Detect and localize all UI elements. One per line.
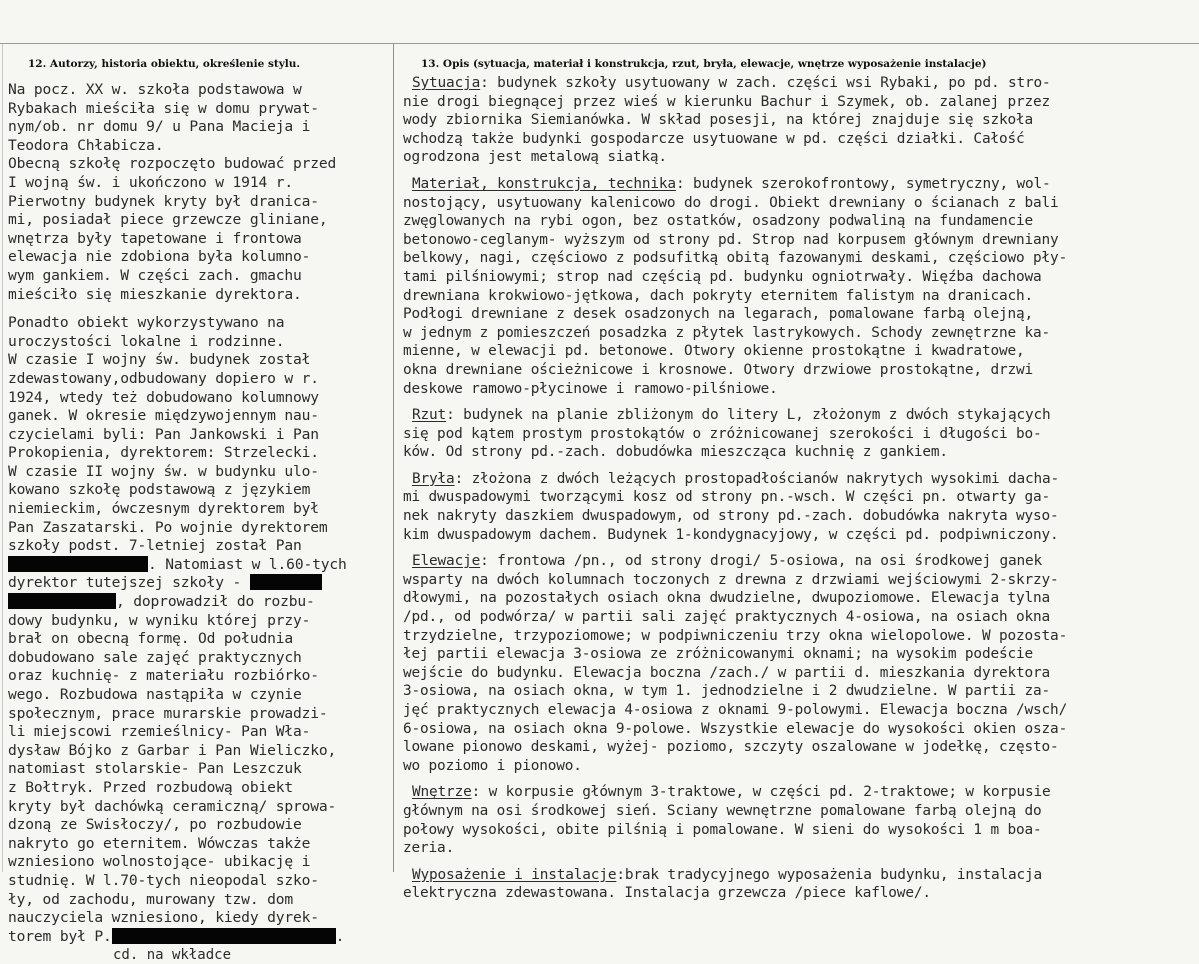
text-line: Prokopienia, dyrektorem: Strzelecki.: [8, 444, 319, 462]
section-heading: Bryła: [412, 470, 455, 487]
paragraph-gap: [403, 544, 1193, 552]
text-line: W czasie II wojny św. w budynku ulo-: [8, 462, 319, 480]
text-line: [403, 130, 1193, 149]
text-line: dysław Bójko z Garbar i Pan Wieliczko,: [8, 741, 337, 759]
text-line: [403, 425, 1193, 444]
text-line: [403, 664, 1193, 683]
text-line: [403, 305, 1193, 324]
line-text: deskowe ramowo-płycinowe i ramowo-pilśniowe.: [403, 380, 778, 397]
line-text: : budynek na planie zbliżonym do litery L, złożonym z dwóch stykających: [446, 407, 1051, 424]
line-text: 6-osiowa, na osiach okna 9-polowe. Wszystkie elewacje do wysokości okien osza-: [403, 720, 1068, 737]
text-line: wym gankiem. W części zach. gmachu: [8, 266, 302, 284]
text-line: mieściło się mieszkanie dyrektora.: [8, 285, 302, 303]
line-text: mienne, w elewacji pd. betonowe. Otwory okienne prostokątne i kwadratowe,: [403, 343, 1025, 360]
text-line: społecznym, prace murarskie prowadzi-: [8, 704, 328, 722]
text-line: elewacja nie zdobiona była kolumno-: [8, 248, 311, 266]
text-line: [403, 194, 1193, 213]
redaction-bar: [8, 556, 148, 572]
line-text: połowy wysokości, obite pilśnią i pomalowane. W sieni do wysokości 1 m boa-: [403, 821, 1042, 838]
description-section: [403, 866, 1193, 903]
line-text: /pd., od podwórza/ w partii sali zajęć praktycznych 4-osiowa, na osiach okna: [403, 609, 1051, 626]
line-text: dłowymi, na pozostałych osiach okna dwudzielne, dwupoziomowe. Elewacja tylna: [403, 590, 1051, 607]
text-line: [8, 928, 392, 947]
line-text: zeria.: [403, 840, 455, 857]
line-text: łej partii elewacja 3-osiowa ze zróżnicowanymi oknami; na wysokim podeście: [403, 646, 1034, 663]
line-text: wody zbiornika Siemianówka. W skład posesji, na której znajduje się szkoła: [403, 112, 1034, 129]
text-line: [403, 627, 1193, 646]
text-line: W czasie I wojny św. budynek został: [8, 351, 311, 369]
text-line: uroczystości lokalne i rodzinne.: [8, 332, 285, 350]
text-line: czycielami byli: Pan Jankowski i Pan: [8, 425, 319, 443]
line-text: okna drewniane ościeżnicowe i krosnowe. Otwory drzwiowe prostokątne, drzwi: [403, 361, 1034, 378]
text-line: studnię. W l.70-tych nieopodal szko-: [8, 871, 319, 889]
text-line: nym/ob. nr domu 9/ u Pana Macieja i: [8, 118, 311, 136]
text-line: [403, 802, 1193, 821]
line-text: Podłogi drewniane z desek osadzonych na legarach, pomalowane farbą olejną,: [403, 306, 1034, 323]
line-text: elektryczna zdewastowana. Instalacja grzewcza /piece kaflowe/.: [403, 885, 931, 902]
history-paragraph: [8, 314, 392, 556]
redaction-bar: [250, 574, 322, 590]
continued-note: cd. na wkładce: [113, 947, 232, 964]
line-text: mi dwuspadowymi tworzącymi kosz od strony pn.-wsch. W części pn. otwarty ga-: [403, 489, 1051, 506]
paragraph-gap: [403, 398, 1193, 406]
text-line: wnętrza były tapetowane i frontowa: [8, 229, 302, 247]
text-line: [403, 526, 1193, 545]
line-text: ków. Od strony pd.-zach. dobudówka mieszcząca kuchnię z gankiem.: [403, 444, 948, 461]
text-line: [403, 720, 1193, 739]
text-line: 1924, wtedy też dobudowano kolumnowy: [8, 388, 319, 406]
line-text: wejście do budynku. Elewacja boczna /zach./ w partii d. mieszkania dyrektora: [403, 664, 1051, 681]
text-line: [403, 406, 1193, 425]
text-line: [403, 757, 1193, 776]
section-13-heading: 13. Opis (sytuacja, materiał i konstrukcja, rzut, bryła, elewacje, wnętrze wyposażenie instalacje): [421, 58, 987, 70]
text-line: [403, 738, 1193, 757]
line-text: nostojący, usytuowany kalenicowo do drogi. Obiekt drewniany o ścianach z bali: [403, 194, 1059, 211]
text-line: [403, 701, 1193, 720]
text-line: I wojną św. i ukończono w 1914 r.: [8, 173, 293, 191]
section-heading: Wnętrze: [412, 784, 472, 801]
line-text: nie drogi biegnącej przez wieś w kierunku Bachur i Szymek, ob. zalanej przez: [403, 93, 1051, 110]
line-text: torem był P.: [8, 927, 112, 945]
line-text: tami pilśniowymi; strop nad częścią pd. budynku ogniotrwały. Więźba dachowa: [403, 268, 1042, 285]
line-text: jęć praktycznych elewacja 4-osiowa z oknami 9-polowymi. Elewacja boczna /wsch/: [403, 702, 1068, 718]
column-divider: [393, 44, 394, 872]
text-line: kryty był dachówką ceramiczną/ sprowa-: [8, 797, 337, 815]
text-line: nakryto go eternitem. Wówczas także: [8, 834, 311, 852]
text-line: [403, 231, 1193, 250]
line-text: 3-osiowa, na osiach okna, w tym 1. jednodzielne i 2 dwudzielne. W partii za-: [403, 683, 1051, 700]
text-line: Obecną szkołę rozpoczęto budować przed: [8, 155, 337, 173]
line-text: : budynek szkoły usytuowany w zach. części wsi Rybaki, po pd. stro-: [480, 75, 1051, 91]
text-line: dowy budynku, w wyniku której przy-: [8, 611, 311, 629]
text-line: kowano szkołę podstawową z językiem: [8, 481, 311, 499]
paragraph-gap: [403, 775, 1193, 783]
line-text: : złożona z dwóch leżących prostopadłościanów nakrytych wysokimi dacha-: [454, 470, 1060, 487]
line-text: trzydzielne, trzypoziomowe; w podpiwniczeniu trzy okna wielopolowe. W pozosta-: [403, 627, 1068, 644]
text-line: wzniesiono wolnostojące- ubikację i: [8, 853, 311, 871]
text-line: ganek. W okresie międzywojennym nau-: [8, 407, 319, 425]
text-line: mi, posiadał piece grzewcze gliniane,: [8, 211, 328, 229]
line-text: kim dwuspadowym dachem. Budynek 1-kondygnacyjowy, w części pd. podpiwniczony.: [403, 526, 1059, 543]
text-line: [8, 574, 392, 593]
text-line: Teodora Chłabicza.: [8, 136, 164, 154]
description-section: [403, 470, 1193, 544]
text-line: oraz kuchnię- z materiału rozbiórko-: [8, 667, 319, 685]
text-line: Na pocz. XX w. szkoła podstawowa w: [8, 81, 302, 98]
text-line: [8, 593, 392, 612]
text-line: [403, 839, 1193, 858]
line-text: drewniana krokwiowo-jętkowa, dach pokryty eternitem falistym na dranicach.: [403, 287, 1034, 304]
line-text: ogrodzona jest metalową siatką.: [403, 149, 667, 166]
text-line: [403, 488, 1193, 507]
redaction-bar: [8, 593, 116, 609]
description-section: [403, 783, 1193, 857]
text-line: ły, od zachodu, murowany tzw. dom: [8, 890, 293, 908]
line-text: wchodzą także budynki gospodarcze usytuowane w pd. części działki. Całość: [403, 130, 1025, 147]
text-line: [403, 249, 1193, 268]
line-text: lowane pionowo deskami, wyżej- poziomo, szczyty oszalowane w jodełkę, często-: [403, 739, 1059, 756]
description-section: [403, 175, 1193, 398]
text-line: [403, 608, 1193, 627]
line-text: nek nakryty daszkiem dwuspadowym, od strony pd.-zach. dobudówka nakryta wyso-: [403, 508, 1059, 525]
text-line: dobudowano sale zajęć praktycznych: [8, 648, 302, 666]
text-line: Pierwotny budynek kryty był dranica-: [8, 192, 319, 210]
line-text: . Natomiast w l.60-tych: [148, 555, 347, 573]
line-text: w jednym z pomieszczeń posadzka z płytek lastrykowych. Schody zewnętrzne ka-: [403, 324, 1051, 341]
text-line: li miejscowi rzemieślnicy- Pan Wła-: [8, 723, 311, 741]
line-text: wo poziomo i pionowo.: [403, 757, 582, 774]
line-text: :brak tradycyjnego wyposażenia budynku, instalacja: [616, 866, 1043, 883]
text-line: [403, 571, 1193, 590]
section-heading: Sytuacja: [412, 75, 481, 91]
section-heading: Rzut: [412, 407, 447, 424]
redaction-bar: [112, 928, 336, 944]
text-line: [403, 443, 1193, 462]
text-line: [403, 268, 1193, 287]
text-line: [403, 645, 1193, 664]
text-line: brał on obecną formę. Od południa: [8, 630, 293, 648]
text-line: szkoły podst. 7-letniej został Pan: [8, 537, 302, 555]
text-line: [403, 93, 1193, 112]
description-section: [403, 406, 1193, 462]
text-line: zdewastowany,odbudowany dopiero w r.: [8, 369, 319, 387]
line-text: : frontowa /pn., od strony drogi/ 5-osiowa, na osi środkowej ganek: [480, 553, 1043, 570]
text-line: [403, 507, 1193, 526]
form-left-border: [2, 44, 3, 872]
paragraph-gap: [403, 858, 1193, 866]
text-line: [403, 884, 1193, 903]
paragraph-gap: [8, 304, 392, 314]
description-section: [403, 74, 1193, 167]
section-12-heading: 12. Autorzy, historia obiektu, określenie stylu.: [28, 58, 301, 70]
text-line: [403, 821, 1193, 840]
text-line: [403, 552, 1193, 571]
text-line: [403, 783, 1193, 802]
text-line: [403, 175, 1193, 194]
text-line: [403, 74, 1193, 93]
text-line: [403, 866, 1193, 885]
text-line: [8, 556, 392, 575]
text-line: [403, 470, 1193, 489]
text-line: [403, 342, 1193, 361]
line-text: , doprowadził do rozbu-: [116, 593, 315, 611]
paragraph-gap: [403, 462, 1193, 470]
text-line: natomiast stolarskie- Pan Leszczuk: [8, 760, 302, 778]
line-text: głównym na osi środkowej sień. Sciany wewnętrzne pomalowane farbą olejną do: [403, 802, 1042, 819]
text-line: [403, 324, 1193, 343]
text-line: [403, 589, 1193, 608]
line-text: : w korpusie głównym 3-traktowe, w części pd. 2-traktowe; w korpusie: [471, 784, 1051, 801]
text-line: [403, 682, 1193, 701]
text-line: dzoną ze Swisłoczy/, po rozbudowie: [8, 816, 302, 834]
section-heading: Wyposażenie i instalacje: [412, 866, 617, 883]
line-text: się pod kątem prostym prostokątów o zróżnicowanej szerokości i długości bo-: [403, 425, 1042, 442]
text-line: [403, 287, 1193, 306]
description-section: [403, 552, 1193, 775]
line-text: dyrektor tutejszej szkoły -: [8, 574, 250, 592]
text-line: Ponadto obiekt wykorzystywano na: [8, 314, 285, 332]
line-text: betonowo-ceglanym- wyższym od strony pd. Strop nad korpusem głównym drewniany: [403, 231, 1059, 248]
text-line: [403, 212, 1193, 231]
text-line: [403, 111, 1193, 130]
line-text: zwęglowanych na rybi ogon, bez ostatków, osadzony podwaliną na fundamencie: [403, 213, 1034, 230]
text-line: niemieckim, ówczesnym dyrektorem był: [8, 500, 319, 518]
paragraph-gap: [403, 167, 1193, 175]
section-heading: Elewacje: [412, 553, 481, 570]
line-text: .: [335, 927, 345, 945]
line-text: : budynek szerokofrontowy, symetryczny, wol-: [675, 175, 1051, 192]
text-line: [403, 361, 1193, 380]
section-heading: Materiał, konstrukcja, technika: [412, 175, 676, 192]
text-line: [403, 148, 1193, 167]
text-line: Pan Zaszatarski. Po wojnie dyrektorem: [8, 518, 328, 536]
line-text: belkowy, nagi, częściowo z podsufitką obitą fazowanymi deskami, częściowo pły-: [403, 250, 1068, 267]
line-text: wsparty na dwóch kolumnach toczonych z drewna z drzwiami wejściowymi 2-skrzy-: [403, 571, 1059, 588]
description-column: [403, 74, 1193, 903]
text-line: wego. Rozbudowa nastąpiła w czynie: [8, 686, 302, 703]
text-line: Rybakach mieściła się w domu prywat-: [8, 99, 319, 117]
text-line: [403, 380, 1193, 399]
history-paragraph: [8, 81, 392, 304]
text-line: z Bołtryk. Przed rozbudową obiekt: [8, 778, 293, 796]
text-line: nauczyciela wzniesiono, kiedy dyrek-: [8, 909, 319, 927]
form-top-band: [0, 0, 1199, 44]
history-column: [8, 81, 392, 964]
